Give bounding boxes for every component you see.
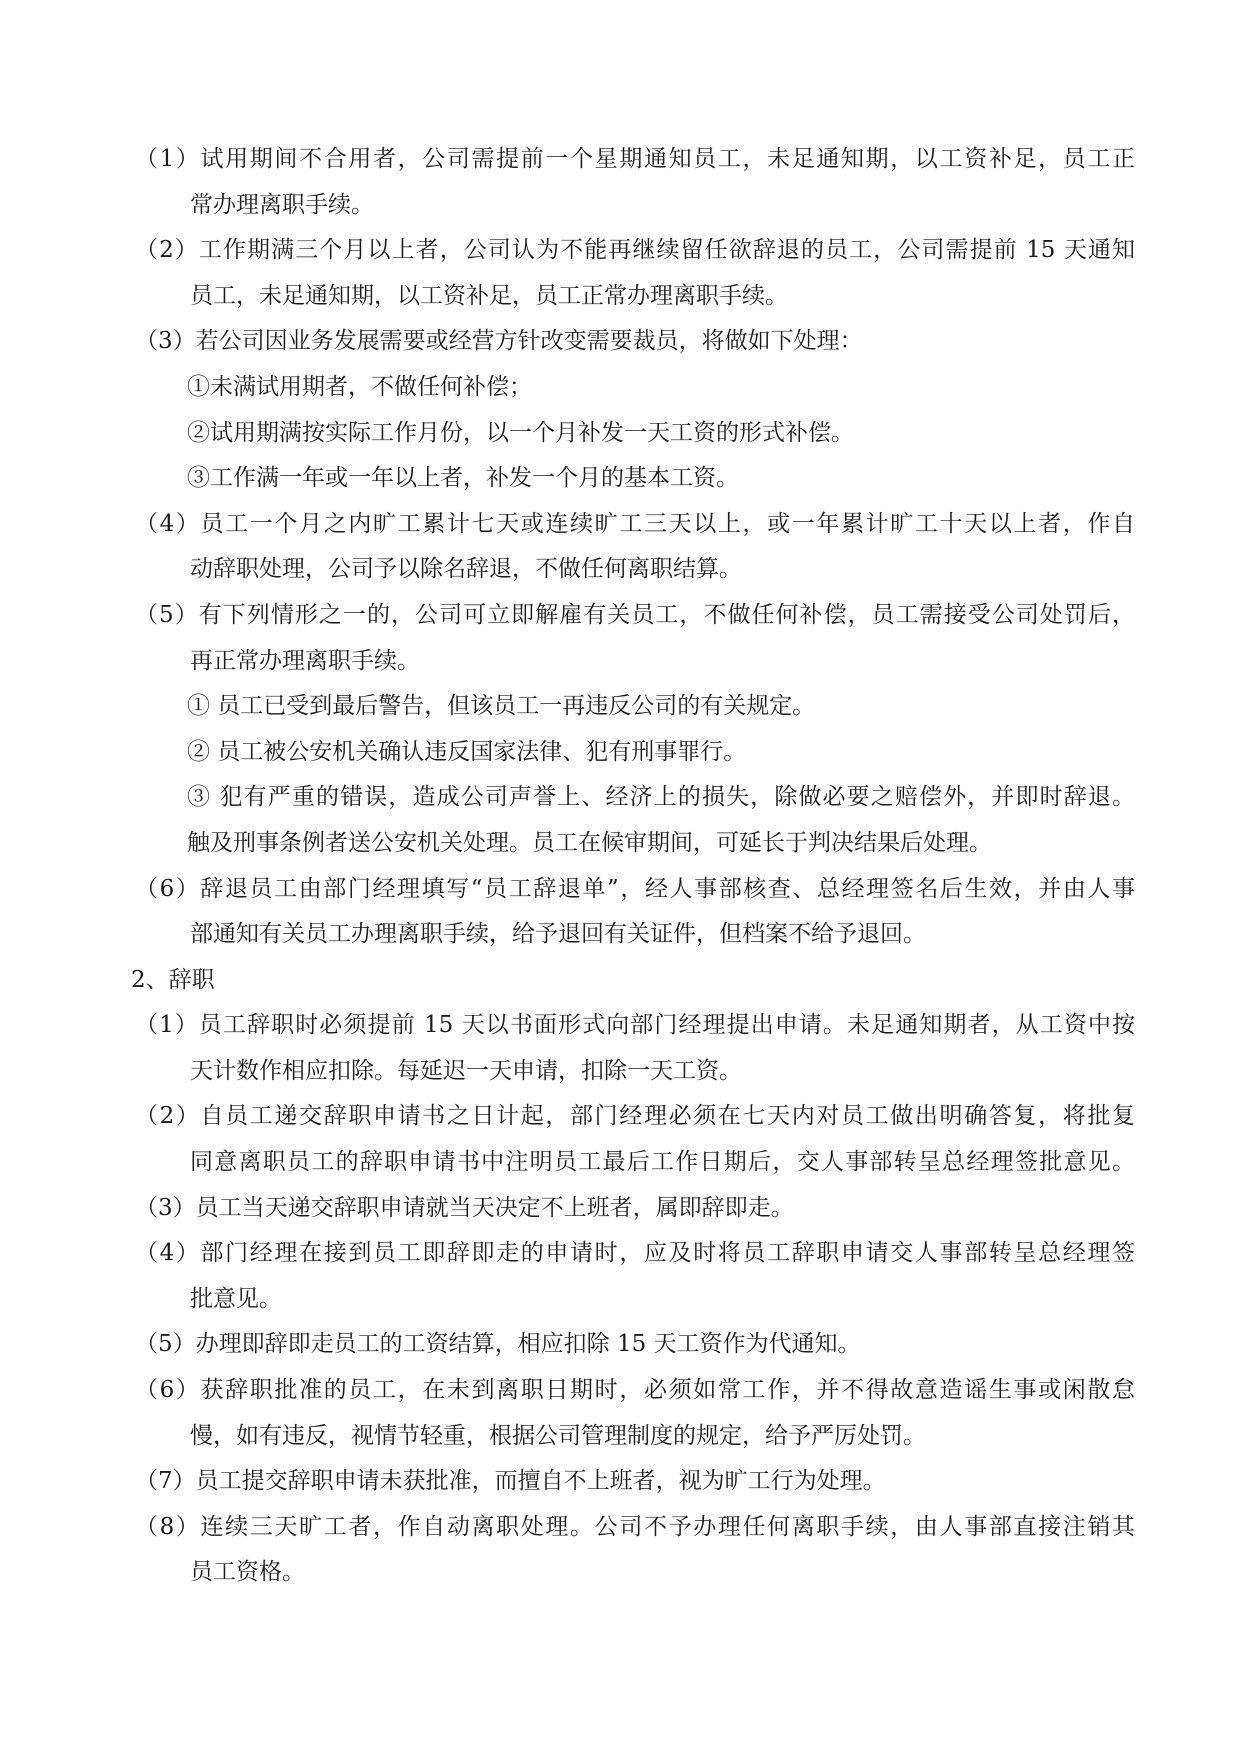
document-line: （1）试用期间不合用者，公司需提前一个星期通知员工，未足通知期，以工资补足，员工正	[135, 146, 1135, 172]
document-line: （1）员工辞职时必须提前 15 天以书面形式向部门经理提出申请。未足通知期者，从工资中按	[135, 1012, 1135, 1039]
document-line: （2）自员工递交辞职申请书之日计起，部门经理必须在七天内对员工做出明确答复，将批复	[135, 1103, 1135, 1130]
document-line: （5）有下列情形之一的，公司可立即解雇有关员工，不做任何补偿，员工需接受公司处罚后，	[135, 601, 1135, 628]
document-line: 同意离职员工的辞职申请书中注明员工最后工作日期后，交人事部转呈总经理签批意见。	[190, 1149, 1135, 1176]
document-line: （6）辞退员工由部门经理填写“员工辞退单”，经人事部核查、总经理签名后生效，并由人事	[135, 875, 1135, 902]
document-line: 动辞职处理，公司予以除名辞退，不做任何离职结算。	[190, 556, 742, 583]
document-line: （5）办理即辞即走员工的工资结算，相应扣除 15 天工资作为代通知。	[135, 1331, 861, 1358]
document-line: （4）部门经理在接到员工即辞即走的申请时，应及时将员工辞职申请交人事部转呈总经理签	[135, 1240, 1135, 1267]
document-line: （6）获辞职批准的员工，在未到离职日期时，必须如常工作，并不得故意造谣生事或闲散怠	[135, 1377, 1135, 1404]
document-line: （3）若公司因业务发展需要或经营方针改变需要裁员，将做如下处理：	[135, 328, 863, 355]
document-line: 慢，如有违反，视情节轻重，根据公司管理制度的规定，给予严厉处罚。	[190, 1422, 926, 1449]
document-line: （7）员工提交辞职申请未获批准，而擅自不上班者，视为旷工行为处理。	[135, 1468, 886, 1495]
document-line: 天计数作相应扣除。每延迟一天申请，扣除一天工资。	[190, 1057, 742, 1084]
document-line: 部通知有关员工办理离职手续，给予退回有关证件，但档案不给予退回。	[190, 921, 926, 948]
document-line: 员工资格。	[190, 1559, 305, 1586]
document-line: （8）连续三天旷工者，作自动离职处理。公司不予办理任何离职手续，由人事部直接注销其	[135, 1513, 1135, 1540]
document-line: ①未满试用期者，不做任何补偿；	[187, 373, 532, 400]
document-line: ① 员工已受到最后警告，但该员工一再违反公司的有关规定。	[187, 693, 816, 720]
document-line: （4）员工一个月之内旷工累计七天或连续旷工三天以上，或一年累计旷工十天以上者，作自	[135, 510, 1135, 537]
document-line: （2）工作期满三个月以上者，公司认为不能再继续留任欲辞退的员工，公司需提前 15 天通知	[135, 237, 1135, 264]
document-line: 批意见。	[190, 1285, 282, 1312]
document-line: 再正常办理离职手续。	[190, 647, 420, 674]
document-line: 2、辞职	[131, 966, 215, 993]
document-line: 触及刑事条例者送公安机关处理。员工在候审期间，可延长于判决结果后处理。	[187, 829, 992, 856]
document-line: （3）员工当天递交辞职申请就当天决定不上班者，属即辞即走。	[135, 1194, 794, 1221]
document-line: 员工，未足通知期，以工资补足，员工正常办理离职手续。	[190, 282, 788, 309]
document-line: ③ 犯有严重的错误，造成公司声誉上、经济上的损失，除做必要之赔偿外，并即时辞退。	[187, 784, 1135, 811]
document-line: ② 员工被公安机关确认违反国家法律、犯有刑事罪行。	[187, 738, 747, 765]
document-line: ③工作满一年或一年以上者，补发一个月的基本工资。	[187, 465, 739, 492]
document-body	[131, 137, 1135, 1596]
document-line: 常办理离职手续。	[190, 191, 374, 218]
document-line: ②试用期满按实际工作月份，以一个月补发一天工资的形式补偿。	[187, 419, 854, 446]
